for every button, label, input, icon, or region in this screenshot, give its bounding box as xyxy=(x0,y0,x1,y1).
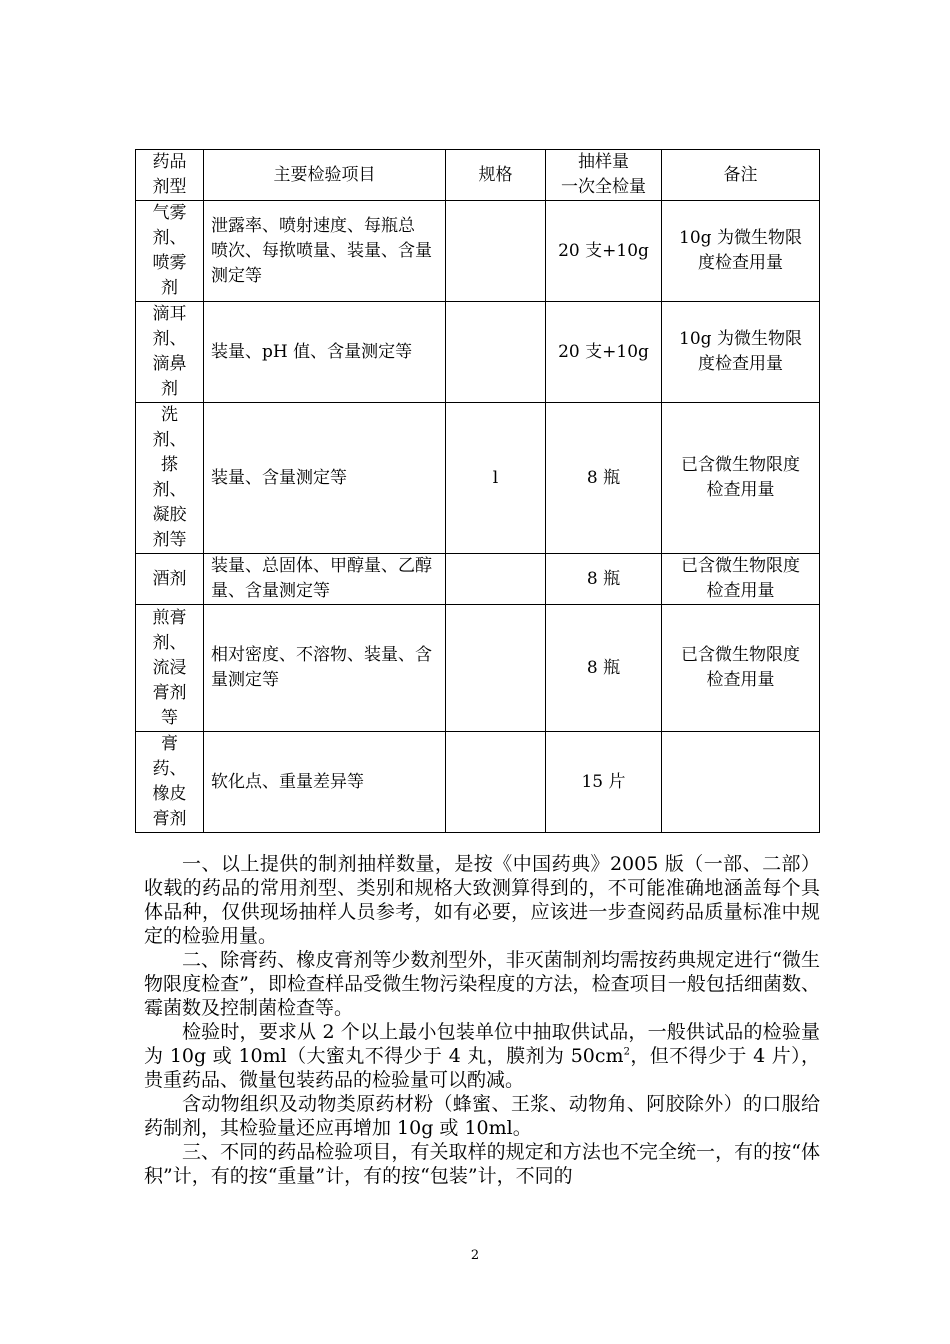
header-remarks xyxy=(662,150,820,201)
header-specification-line: 规格 xyxy=(478,164,513,185)
cell-line: 剂 xyxy=(161,278,178,298)
cell-line: 剂等 xyxy=(152,530,187,550)
paragraph-3 xyxy=(144,1020,820,1092)
cell-line: 喷次、每揿喷量、装量、含量 xyxy=(211,240,432,261)
cell-line: 药、 xyxy=(152,759,187,779)
table-header-row xyxy=(136,150,820,201)
table-row xyxy=(136,403,820,554)
cell-line: 滴鼻 xyxy=(152,354,187,374)
cell-remarks xyxy=(662,302,820,403)
superscript: 2 xyxy=(623,1046,630,1058)
cell-line: 软化点、重量差异等 xyxy=(211,771,364,792)
cell-line: 检查用量 xyxy=(706,670,775,690)
cell-line: 已含微生物限度 xyxy=(681,645,800,665)
header-test-items xyxy=(204,150,446,201)
cell-dosage-form xyxy=(136,302,204,403)
cell-line: 已含微生物限度 xyxy=(681,556,800,576)
paragraph-2: 二、除膏药、橡皮膏剂等少数剂型外，非灭菌制剂均需按药典规定进行“微生物限度检查”，即检查样品受微生物污染程度的方法，检查项目一般包括细菌数、霉菌数及控制菌检查等。 xyxy=(144,949,820,1019)
cell-line: 剂、 xyxy=(152,632,187,653)
cell-remarks xyxy=(662,554,820,605)
cell-specification xyxy=(446,554,546,605)
cell-line: 剂、 xyxy=(152,480,187,500)
cell-dosage-form xyxy=(136,201,204,302)
table-row xyxy=(136,732,820,833)
paragraph-3-text: 检验时，要求从 2 个以上最小包装单位中抽取供试品，一般供试品的检验量为 10g 或 10ml（大蜜丸不得少于 4 丸，膜剂为 50cm xyxy=(144,1021,820,1067)
page-number: 2 xyxy=(470,1248,480,1263)
cell-line: 气雾 xyxy=(152,203,187,223)
table-row xyxy=(136,201,820,302)
sampling-table xyxy=(135,149,820,833)
paragraph-5: 三、不同的药品检验项目，有关取样的规定和方法也不完全统一，有的按“体积”计，有的按“重量”计，有的按“包装”计，不同的 xyxy=(144,1141,820,1187)
paragraph-4: 含动物组织及动物类原药材粉（蜂蜜、王浆、动物角、阿胶除外）的口服给药制剂，其检验量还应再增加 10g 或 10ml。 xyxy=(144,1093,820,1139)
cell-test-items xyxy=(204,732,446,833)
cell-dosage-form xyxy=(136,554,204,605)
cell-line: 装量、总固体、甲醇量、乙醇 xyxy=(211,556,432,576)
header-dosage-form-line: 剂型 xyxy=(152,177,187,197)
cell-line: 装量、含量测定等 xyxy=(211,467,347,488)
cell-sample-amount: 8 瓶 xyxy=(546,605,662,732)
cell-test-items xyxy=(204,403,446,554)
cell-remarks xyxy=(662,605,820,732)
cell-line: 量测定等 xyxy=(211,670,279,690)
header-sample-amount-line: 一次全检量 xyxy=(561,177,646,197)
header-sample-amount xyxy=(546,150,662,201)
header-dosage-form xyxy=(136,150,204,201)
cell-line: 已含微生物限度 xyxy=(681,455,800,475)
cell-line: 装量、pH 值、含量测定等 xyxy=(211,341,413,362)
cell-sample-amount: 20 支+10g xyxy=(546,302,662,403)
cell-specification xyxy=(446,201,546,302)
header-sample-amount-line: 抽样量 xyxy=(578,152,629,172)
cell-line: 搽 xyxy=(161,455,178,475)
cell-specification xyxy=(446,302,546,403)
cell-line: 剂、 xyxy=(152,228,187,248)
cell-specification: l xyxy=(446,403,546,554)
paragraph-1: 一、以上提供的制剂抽样数量，是按《中国药典》2005 版（一部、二部）收载的药品的常用剂型、类别和规格大致测算得到的，不可能准确地涵盖每个具体品种，仅供现场抽样人员参考，如有必要，应该进一步查阅药品质量标准中规定的检验用量。 xyxy=(144,853,820,947)
cell-sample-amount: 8 瓶 xyxy=(546,403,662,554)
cell-test-items xyxy=(204,554,446,605)
cell-line: 10g 为微生物限 xyxy=(679,228,802,248)
header-dosage-form-line: 药品 xyxy=(152,152,187,172)
table-row xyxy=(136,605,820,732)
cell-line: 橡皮 xyxy=(152,784,187,804)
cell-test-items xyxy=(204,302,446,403)
header-test-items-line: 主要检验项目 xyxy=(273,164,376,185)
cell-dosage-form xyxy=(136,403,204,554)
cell-line: 测定等 xyxy=(211,265,262,286)
cell-line: 剂、 xyxy=(152,430,187,450)
cell-dosage-form xyxy=(136,605,204,732)
cell-specification xyxy=(446,605,546,732)
cell-line: 剂、 xyxy=(152,329,187,349)
cell-line: 度检查用量 xyxy=(698,253,783,273)
cell-line: 度检查用量 xyxy=(698,354,783,374)
cell-sample-amount: 20 支+10g xyxy=(546,201,662,302)
cell-line: 煎膏 xyxy=(152,607,187,628)
cell-test-items xyxy=(204,605,446,732)
cell-line: 凝胶 xyxy=(152,505,187,525)
cell-line: 检查用量 xyxy=(706,480,775,500)
cell-sample-amount: 15 片 xyxy=(546,732,662,833)
cell-line: 滴耳 xyxy=(152,304,187,324)
cell-line: 泄露率、喷射速度、每瓶总 xyxy=(211,215,415,236)
cell-line: 喷雾 xyxy=(152,253,187,273)
cell-line: 膏剂 xyxy=(152,809,187,829)
cell-line: 酒剂 xyxy=(152,568,187,589)
cell-line: 剂 xyxy=(161,379,178,399)
table-row xyxy=(136,554,820,605)
cell-remarks xyxy=(662,201,820,302)
cell-specification xyxy=(446,732,546,833)
body-text xyxy=(144,852,820,1188)
cell-dosage-form xyxy=(136,732,204,833)
cell-line: 洗 xyxy=(161,405,178,425)
cell-line: 相对密度、不溶物、装量、含 xyxy=(211,645,432,665)
cell-remarks xyxy=(662,403,820,554)
cell-line: 检查用量 xyxy=(706,581,775,601)
cell-line: 流浸 xyxy=(152,657,187,678)
cell-line: 膏 xyxy=(161,734,178,754)
table-row xyxy=(136,302,820,403)
cell-remarks xyxy=(662,732,820,833)
cell-line: 10g 为微生物限 xyxy=(679,329,802,349)
paragraph-3-tail: ，但不得少于 4 片），贵重药品、微量包装药品的检验量可以酌减。 xyxy=(144,1045,820,1091)
cell-test-items xyxy=(204,201,446,302)
header-remarks-line: 备注 xyxy=(723,164,758,185)
cell-line: 等 xyxy=(161,707,178,728)
cell-sample-amount: 8 瓶 xyxy=(546,554,662,605)
header-specification xyxy=(446,150,546,201)
cell-line: 量、含量测定等 xyxy=(211,581,330,601)
cell-line: 膏剂 xyxy=(152,682,187,703)
